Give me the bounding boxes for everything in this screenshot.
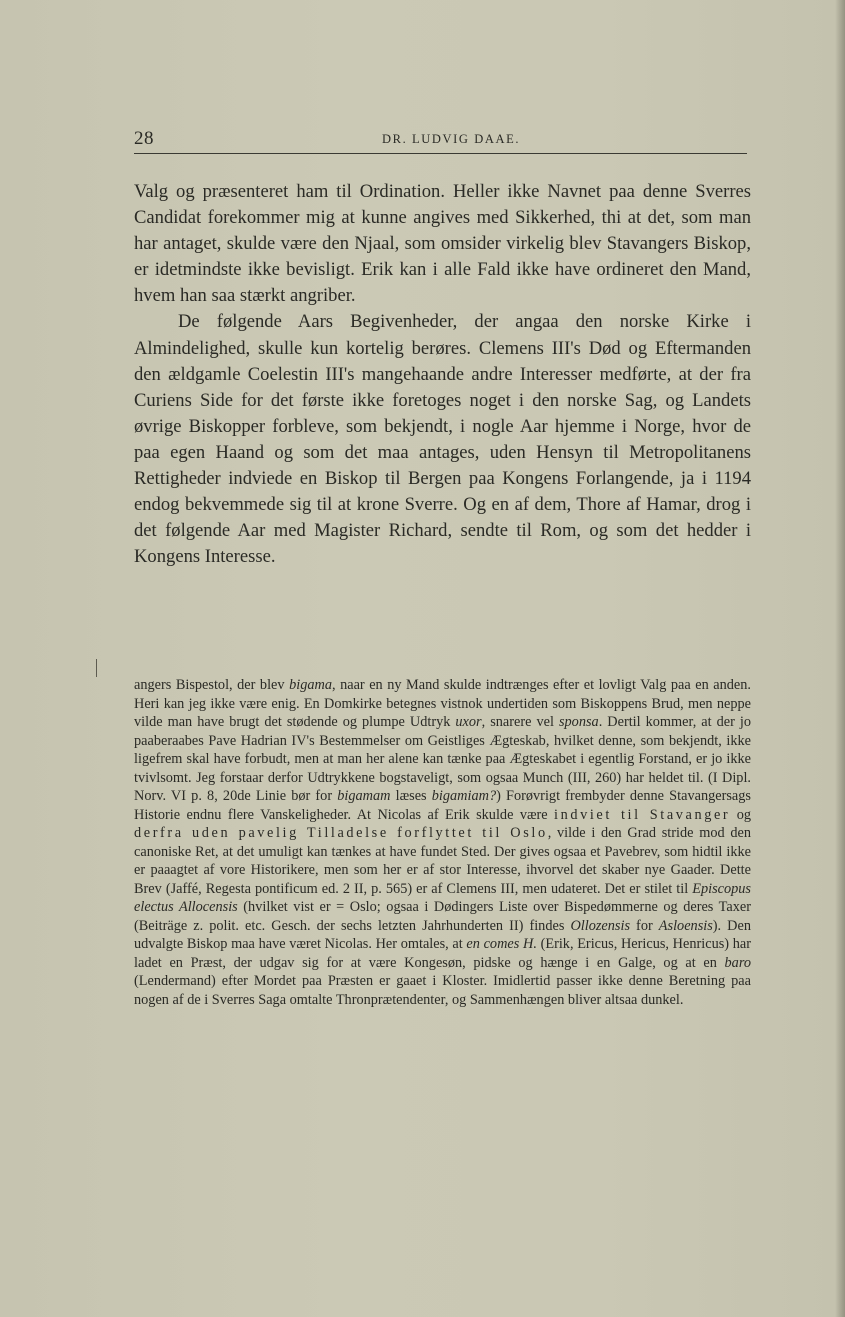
footnote-italic: Ollozensis [570,917,631,934]
footnote-text: angers Bispestol, der blev [134,677,290,693]
main-paragraph-1: Valg og præsenteret ham til Ordination. Heller ikke Navnet paa denne Sverres Candidat forekommer mig at kunne angives med Sikkerhed, thi at det, som man har antaget, skulde være den Njaal, som omsider virkelig blev Stavangers Biskop, er idetmindste ikke bevisligt. Erik kan i alle Fald ikke have ordineret den Mand, hvem han saa stærkt angriber. [134,181,751,307]
footnote-text: ). Den udvalgte Biskop maa have været Nicolas. Her omtales, at [134,917,751,952]
footnote-text: (Lendermand) efter Mordet paa Præsten er gaaet i Kloster. Imidlertid passer ikke denne Beretning paa nogen af de i Sverres Saga omtalte Thronprætendenter, og Sammenhængen bliver altsaa dunkel. [134,973,751,1008]
footnote-italic: baro [724,954,751,971]
footnote-text: for [630,917,659,934]
running-head: DR. LUDVIG DAAE. [382,132,521,146]
main-paragraph-2: De følgende Aars Begivenheder, der angaa den norske Kirke i Almindelighed, skulle kun kortelig berøres. Clemens III's Død og Eftermanden den ældgamle Coelestin III's mangehaande andre Interesser medførte, at der fra Curiens Side for det første ikke foretoges noget i den norske Sag, og Landets øvrige Biskopper forbleve, som bekjendt, i nogle Aar hjemme i Norge, hvor de paa egen Haand og som det maa antages, uden Hensyn til Metropolitanens Rettigheder indviede en Biskop til Bergen paa Kongens Forlangende, ja i 1194 endog bekvemmede sig til at krone Sverre. Og en af dem, Thore af Hamar, drog i det følgende Aar med Magister Richard, sendte til Rom, og som det hedder i Kongens Interesse. [134,311,751,568]
footnote-italic: en comes H. [466,936,537,952]
footnote-italic: bigamiam? [431,788,497,804]
footnote-text: læses [390,788,432,804]
footnote-italic: Episcopus electus Allocensis [134,880,751,915]
footnote-paragraph [134,676,751,1009]
footnote-italic: bigama [289,677,332,693]
page-number: 28 [134,128,154,149]
page-edge-shadow [835,0,845,1317]
footnote-italic: sponsa [558,714,599,730]
footnote-spaced: indviet til Stavanger [554,806,731,823]
footnote-text: . Dertil kommer, at der jo paaberaabes Pave Hadrian IV's Bestemmelser om Geistliges Ægteskab, hvilket denne, som bekjendt, ikke ligefrem skal have forbudt, men at man her alene kan tænke paa Ægteskabet i egentlig Forstand, er jo ikke tvivlsomt. Jeg forstaar derfor Udtrykkene bogstaveligt, som ogsaa Munch (III, 260) har heldet til. (I Dipl. Norv. VI p. 8, 20de Linie bør for [134,714,751,804]
margin-mark [96,659,97,677]
footnote [134,676,751,1009]
footnote-italic: uxor [455,714,482,730]
footnote-text: , naar en ny Mand skulde indtrænges efter et lovligt Valg paa en anden. Heri kan jeg ikke være enig. En Domkirke betegnes vistnok undertiden som Biskoppens Brud, men neppe vilde man have brugt det stødende og plumpe Udtryk [134,677,752,730]
footnote-italic: Asloensis [658,917,713,934]
main-text [134,179,751,570]
footnote-text: ) Forøvrigt frembyder denne Stavangersags Historie endnu flere Vanskeligheder. At Nicolas af Erik skulde være [134,788,751,823]
footnote-text: , vilde i den Grad stride mod den canoniske Ret, at det umuligt kan tænkes at have fundet Sted. Der gives ogsaa et Pavebrev, som hidtil ikke er paaagtet af vore Historikere, men som her er af stor Interesse, ihvorvel det skaber nye Gaader. Dette Brev (Jaffé, Regesta pontificum ed. 2 II, p. 565) er af Clemens III, men udateret. Det er stilet til [134,825,751,897]
page-header [134,125,747,154]
footnote-text: (hvilket vist er = Oslo; ogsaa i Dødingers Liste over Bispedømmerne og deres Taxer (Beiträge z. polit. etc. Gesch. der sechs letzten Jahrhunderten II) findes [134,899,751,934]
footnote-text: (Erik, Ericus, Hericus, Henricus) har ladet en Præst, der udgav sig for at være Kongesøn, pidske og hænge i en Galge, og at en [134,936,751,971]
footnote-text: , snarere vel [481,714,559,730]
footnote-spaced: derfra uden pavelig Tilladelse forflyttet til Oslo [134,825,548,841]
footnote-italic: bigamam [337,788,391,804]
footnote-text: og [730,806,751,823]
